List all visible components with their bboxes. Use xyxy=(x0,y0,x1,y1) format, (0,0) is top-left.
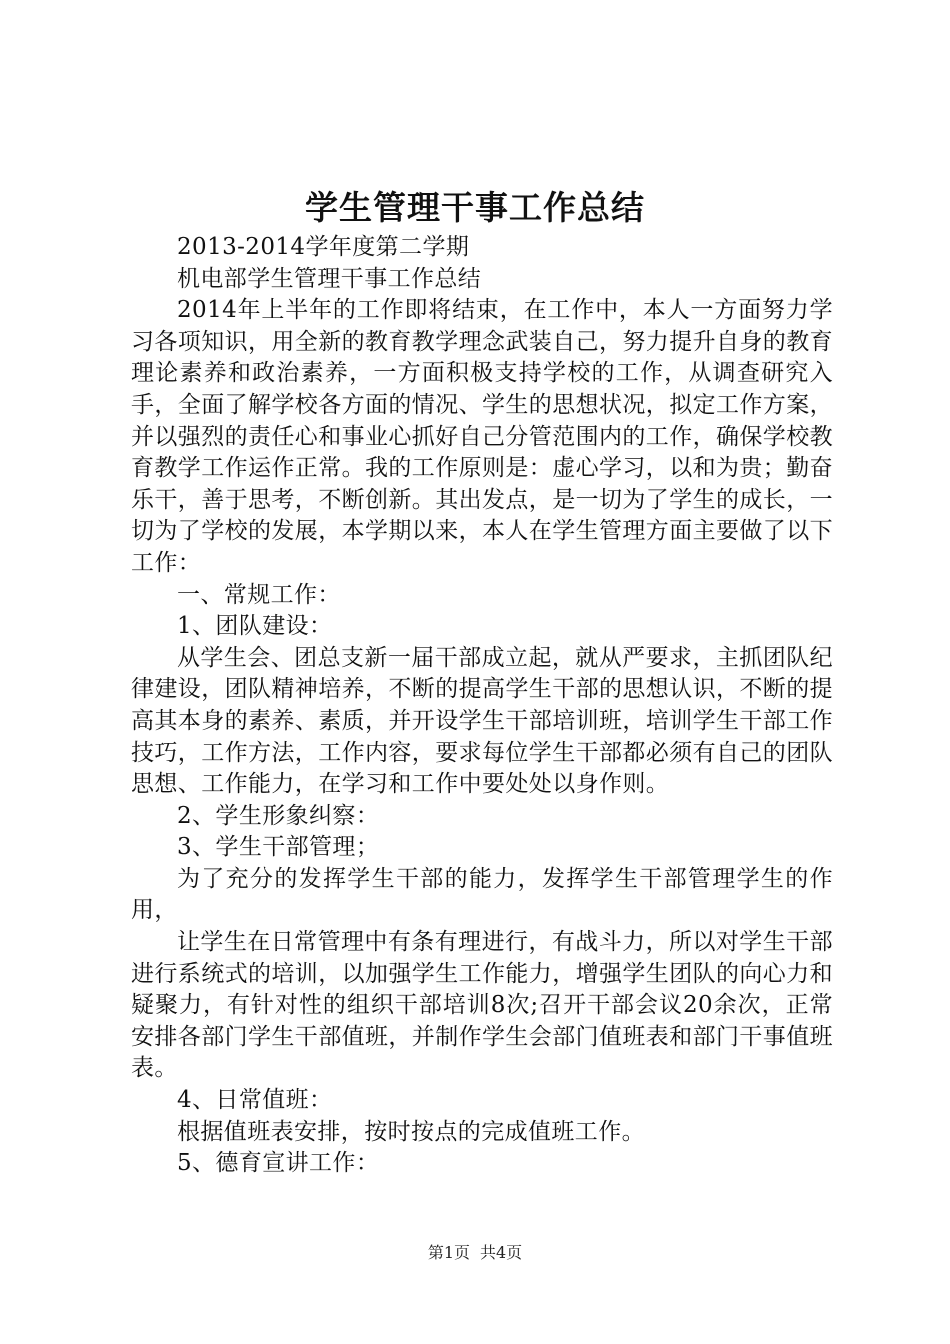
semester-line: 2013-2014学年度第二学期 xyxy=(177,234,470,260)
page-total: 共4页 xyxy=(480,1243,523,1262)
page-footer xyxy=(0,1242,950,1264)
body-paragraph: 从学生会、团总支新一届干部成立起，就从严要求，主抓团队纪律建设，团队精神培养，不断的提高学生干部的思想认识，不断的提高其本身的素养、素质，并开设学生干部培训班，培训学生干部工作技巧，工作方法，工作内容，要求每位学生干部都必须有自己的团队思想、工作能力，在学习和工作中要处处以身作则。 xyxy=(131,644,833,798)
item-heading: 3、学生干部管理； xyxy=(177,834,380,861)
item-heading: 4、日常值班： xyxy=(177,1087,333,1114)
document-body xyxy=(131,232,833,1180)
body-paragraph: 让学生在日常管理中有条有理进行，有战斗力，所以对学生干部进行系统式的培训，以加强学生工作能力，增强学生团队的向心力和疑聚力，有针对性的组织干部培训8次;召开干部会议20余次，正常安排各部门学生干部值班，并制作学生会部门值班表和部门干事值班表。 xyxy=(131,929,833,1082)
body-paragraph: 为了充分的发挥学生干部的能力，发挥学生干部管理学生的作用， xyxy=(131,865,833,924)
body-paragraph: 根据值班表安排，按时按点的完成值班工作。 xyxy=(177,1118,645,1145)
item-heading: 2、学生形象纠察： xyxy=(177,802,380,829)
subtitle-line: 机电部学生管理干事工作总结 xyxy=(177,265,482,292)
item-heading: 5、德育宣讲工作： xyxy=(177,1150,380,1177)
item-heading: 1、团队建设： xyxy=(177,613,333,640)
intro-paragraph: 2014年上半年的工作即将结束，在工作中，本人一方面努力学习各项知识，用全新的教育教学理念武装自己，努力提升自身的教育理论素养和政治素养，一方面积极支持学校的工作，从调查研究入手，全面了解学校各方面的情况、学生的思想状况，拟定工作方案，并以强烈的责任心和事业心抓好自己分管范围内的工作，确保学校教育教学工作运作正常。我的工作原则是：虚心学习，以和为贵；勤奋乐干，善于思考，不断创新。其出发点，是一切为了学生的成长，一切为了学校的发展，本学期以来，本人在学生管理方面主要做了以下工作： xyxy=(131,297,833,576)
page-number: 第1页 xyxy=(427,1243,470,1262)
section-heading: 一、常规工作： xyxy=(177,581,341,608)
document-title: 学生管理干事工作总结 xyxy=(305,188,645,227)
